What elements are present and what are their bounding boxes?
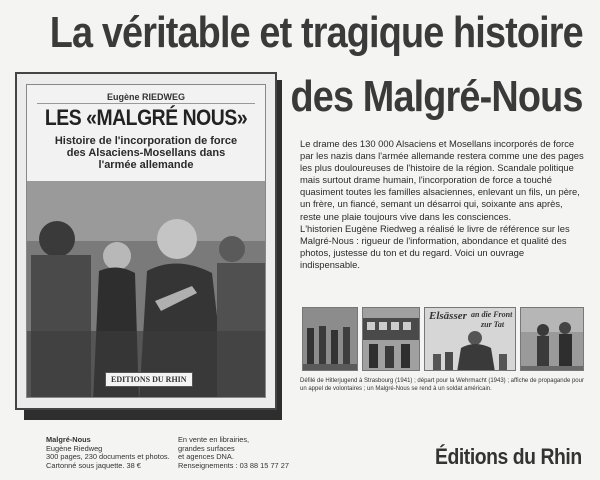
cover-photo-illustration bbox=[27, 181, 265, 397]
book-info-pages: 300 pages, 230 documents et photos. bbox=[46, 452, 170, 462]
book-cover-frame bbox=[26, 84, 266, 398]
sales-line-3: et agences DNA. bbox=[178, 452, 234, 462]
book-subtitle-line-1: Histoire de l'incorporation de force bbox=[54, 135, 238, 147]
book-info bbox=[46, 436, 170, 470]
photo-propaganda-poster bbox=[424, 307, 516, 371]
description-paragraph-1: Le drame des 130 000 Alsaciens et Mosellans incorporés de force par les nazis dans l'armée allemande restera comme une des pages les plus douloureuses de l'histoire de la région. Scandale politique mais surtout drame humain, l'incorporation de force a touché quasiment toutes les familles alsaciennes, enlevant un fils, un père, un frère, un fiancé, semant un désarroi qui, soixante ans après, reste une plaie toujours vive dans les consciences. bbox=[300, 138, 584, 222]
publisher-brand: Éditions du Rhin bbox=[435, 444, 582, 469]
headline-line-1: La véritable et tragique histoire bbox=[49, 8, 583, 57]
photo-surrender bbox=[520, 307, 584, 371]
poster-text-front: an die Front bbox=[471, 310, 513, 319]
poster-text-tat: zur Tat bbox=[481, 320, 505, 329]
book-info-name: Malgré-Nous bbox=[46, 435, 91, 444]
poster-text-elsasser: Elsässer bbox=[429, 310, 467, 322]
book-subtitle-line-2: des Alsaciens-Mosellans dans bbox=[66, 147, 226, 159]
photo-caption: Défilé de Hitlerjugend à Strasbourg (1941) ; départ pour la Wehrmacht (1943) ; affiche de propagande pour un appel de volontaires ; un Malgré-Nous se rend à un soldat américain. bbox=[300, 378, 584, 392]
author-divider bbox=[37, 103, 255, 104]
sales-line-1: En vente en librairies, bbox=[178, 435, 250, 444]
sales-phone: Renseignements : 03 88 15 77 27 bbox=[178, 460, 289, 470]
book-info-author: Eugène Riedweg bbox=[46, 443, 103, 453]
publisher-logo: EDITIONS DU RHIN bbox=[105, 372, 193, 387]
photo-wehrmacht-departure bbox=[362, 307, 420, 371]
book-author: Eugène RIEDWEG bbox=[106, 92, 185, 102]
book-subtitle-line-3: l'armée allemande bbox=[98, 159, 194, 171]
description bbox=[300, 138, 584, 271]
photo-hitlerjugend-parade bbox=[302, 307, 358, 371]
headline-line-2: des Malgré-Nous bbox=[291, 72, 583, 121]
book-info-price: Cartonné sous jaquette. 38 € bbox=[46, 460, 141, 470]
book-subtitle bbox=[37, 135, 255, 171]
description-paragraph-2: L'historien Eugène Riedweg a réalisé le livre de référence sur les Malgré-Nous : rigueur de l'information, abondance et qualité des photos, justesse du ton et du regard. Voici un ouvrage indispensable. bbox=[300, 222, 570, 270]
cover-photo bbox=[27, 181, 265, 397]
photo-strip bbox=[302, 307, 584, 373]
sales-info bbox=[178, 436, 289, 470]
sales-line-2: grandes surfaces bbox=[178, 443, 235, 453]
book-cover bbox=[15, 72, 277, 410]
book-title: LES «MALGRÉ NOUS» bbox=[44, 105, 248, 130]
